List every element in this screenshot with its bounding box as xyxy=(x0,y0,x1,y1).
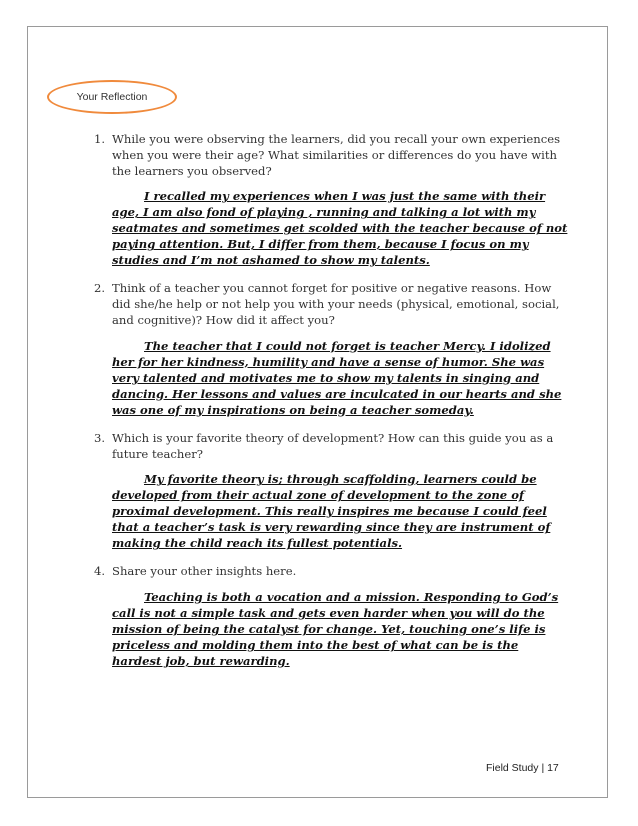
question-number: 4. xyxy=(94,564,106,579)
reflection-item-3 xyxy=(94,431,570,552)
question-4 xyxy=(94,564,570,580)
your-reflection-badge xyxy=(47,80,177,114)
question-text: Think of a teacher you cannot forget for positive or negative reasons. How did she/he help or not help you with your needs (physical, emotional, social, and cognitive)? How did it affect you? xyxy=(112,281,560,327)
page-footer: Field Study | 17 xyxy=(486,762,559,774)
question-number: 2. xyxy=(94,281,106,296)
reflection-item-4 xyxy=(94,564,570,669)
question-1 xyxy=(94,132,570,179)
question-text: Share your other insights here. xyxy=(112,564,297,579)
answer-3: My favorite theory is; through scaffolding, learners could be developed from their actual zone of development to the zone of proximal development. This really inspires me because I could feel that a teacher’s task is very rewarding since they are instrument of making the child reach its fullest potentials. xyxy=(112,472,551,551)
answer-4: Teaching is both a vocation and a mission. Responding to God’s call is not a simple task and gets even harder when you will do the mission of being the catalyst for change. Yet, touching one’s life is priceless and molding them into the best of what can be is the hardest job, but rewarding. xyxy=(112,590,559,669)
reflection-list xyxy=(94,132,570,682)
question-text: Which is your favorite theory of development? How can this guide you as a future teacher? xyxy=(112,430,554,461)
reflection-item-1 xyxy=(94,132,570,268)
badge-label: Your Reflection xyxy=(76,91,148,103)
reflection-item-2 xyxy=(94,281,570,417)
question-3 xyxy=(94,431,570,463)
question-number: 3. xyxy=(94,430,106,445)
answer-2: The teacher that I could not forget is teacher Mercy. I idolized her for her kindness, humility and have a sense of humor. She was very talented and motivates me to show my talents in singing and dancing. Her lessons and values are inculcated in our hearts and she was one of my inspirations on being a teacher someday. xyxy=(112,338,562,417)
question-number: 1. xyxy=(94,132,106,146)
answer-1: I recalled my experiences when I was just the same with their age, I am also fond of playing , running and talking a lot with my seatmates and sometimes get scolded with the teacher because of not paying attention. But, I differ from them, because I focus on my studies and I’m not ashamed to show my talents. xyxy=(112,189,568,268)
question-text: While you were observing the learners, did you recall your own experiences when you were their age? What similarities or differences do you have with the learners you observed? xyxy=(112,132,561,178)
question-2 xyxy=(94,281,570,328)
